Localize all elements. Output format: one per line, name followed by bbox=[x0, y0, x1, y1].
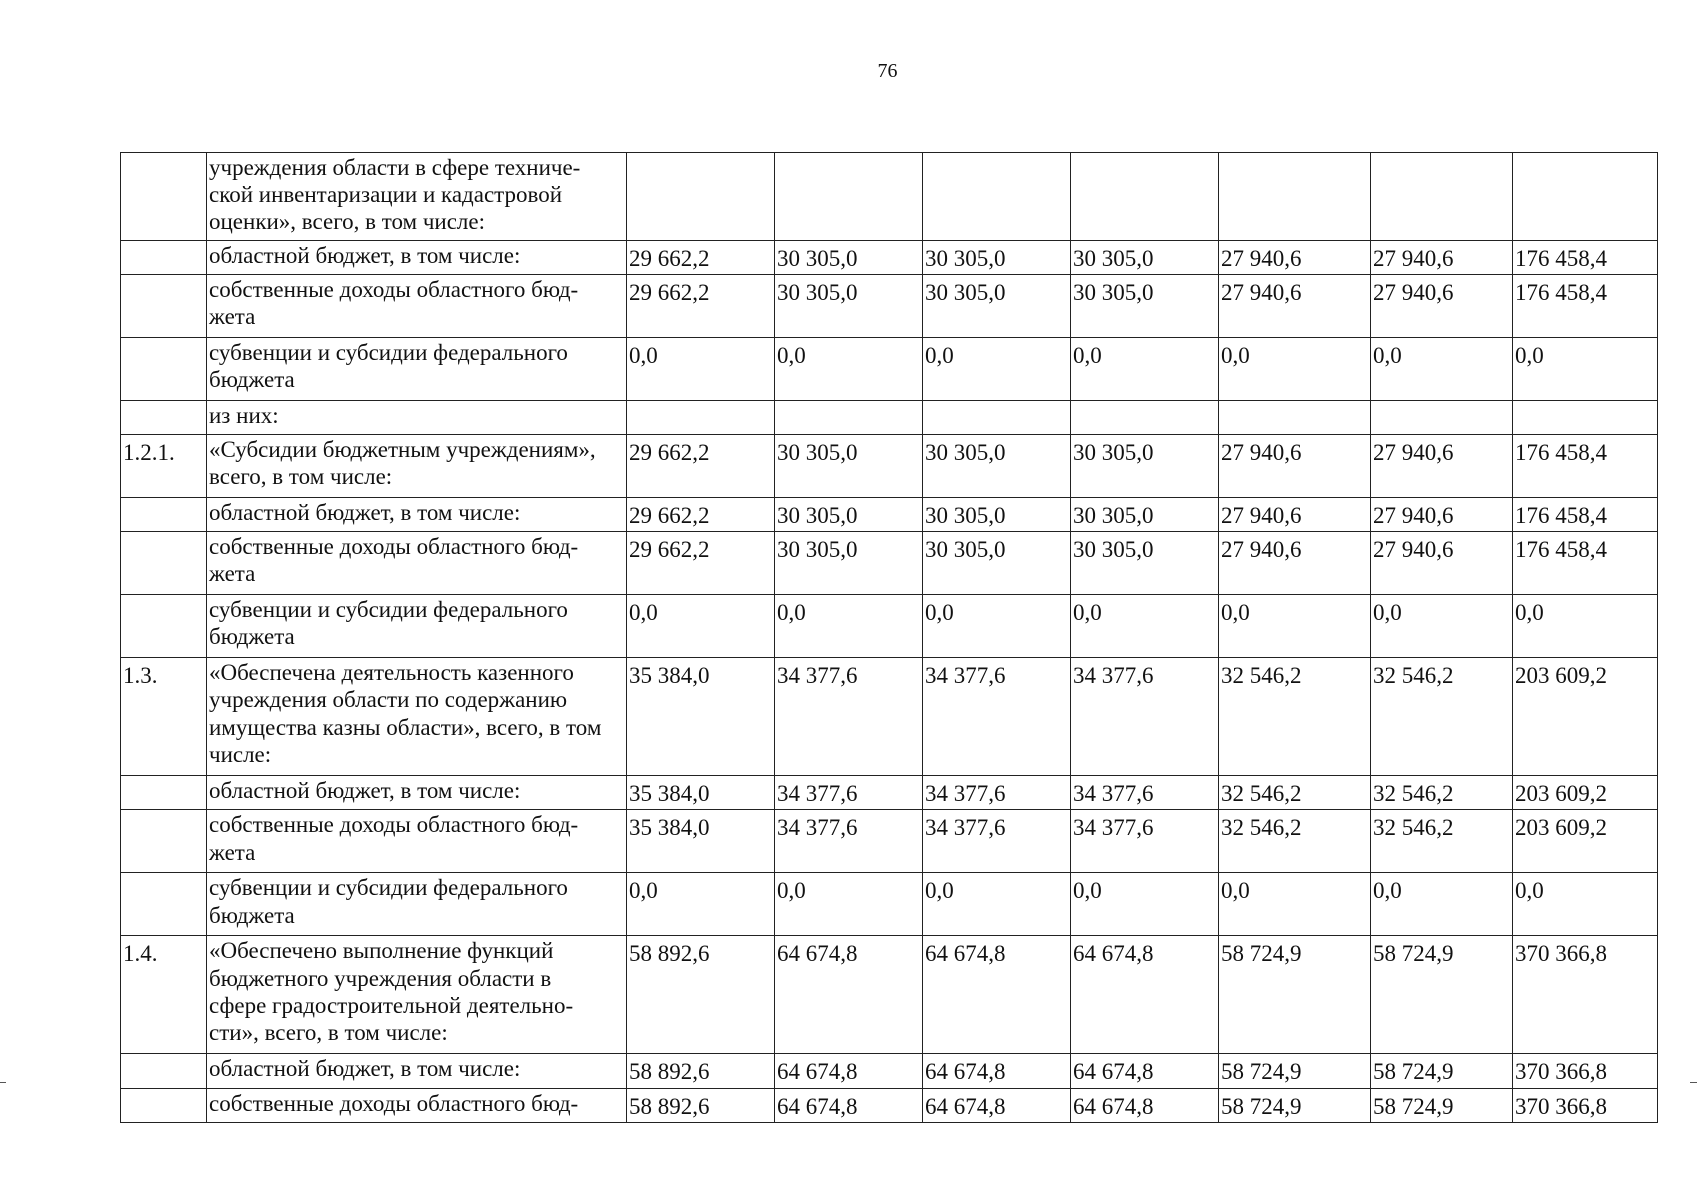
value-cell: 32 546,2 bbox=[1219, 776, 1371, 810]
table-row bbox=[121, 275, 1658, 338]
value-cell: 29 662,2 bbox=[627, 498, 775, 532]
value-cell bbox=[923, 153, 1071, 241]
value-cell: 58 892,6 bbox=[627, 1054, 775, 1088]
value-cell: 176 458,4 bbox=[1513, 241, 1658, 275]
value-cell: 176 458,4 bbox=[1513, 498, 1658, 532]
row-label-cell: областной бюджет, в том числе: bbox=[207, 241, 627, 275]
row-number-cell bbox=[121, 498, 207, 532]
value-cell: 64 674,8 bbox=[923, 936, 1071, 1054]
value-cell: 34 377,6 bbox=[775, 810, 923, 873]
value-cell: 27 940,6 bbox=[1371, 532, 1513, 595]
value-cell: 0,0 bbox=[775, 873, 923, 936]
value-cell: 176 458,4 bbox=[1513, 435, 1658, 498]
value-cell: 58 724,9 bbox=[1371, 936, 1513, 1054]
table-row bbox=[121, 936, 1658, 1054]
value-cell: 34 377,6 bbox=[923, 810, 1071, 873]
value-cell: 30 305,0 bbox=[775, 275, 923, 338]
value-cell: 30 305,0 bbox=[775, 435, 923, 498]
row-number-cell bbox=[121, 810, 207, 873]
value-cell: 30 305,0 bbox=[1071, 435, 1219, 498]
row-number-cell: 1.3. bbox=[121, 658, 207, 776]
value-cell: 0,0 bbox=[627, 873, 775, 936]
table-row bbox=[121, 241, 1658, 275]
value-cell: 370 366,8 bbox=[1513, 936, 1658, 1054]
value-cell: 203 609,2 bbox=[1513, 658, 1658, 776]
value-cell: 176 458,4 bbox=[1513, 532, 1658, 595]
value-cell: 64 674,8 bbox=[775, 936, 923, 1054]
value-cell: 34 377,6 bbox=[775, 658, 923, 776]
table-row bbox=[121, 435, 1658, 498]
value-cell: 0,0 bbox=[627, 595, 775, 658]
value-cell: 27 940,6 bbox=[1219, 532, 1371, 595]
table-row bbox=[121, 658, 1658, 776]
value-cell: 58 724,9 bbox=[1219, 1054, 1371, 1088]
row-label-cell: областной бюджет, в том числе: bbox=[207, 498, 627, 532]
value-cell: 30 305,0 bbox=[1071, 532, 1219, 595]
value-cell: 64 674,8 bbox=[1071, 1088, 1219, 1122]
value-cell: 32 546,2 bbox=[1219, 810, 1371, 873]
value-cell: 27 940,6 bbox=[1219, 275, 1371, 338]
value-cell: 0,0 bbox=[1371, 873, 1513, 936]
table-row bbox=[121, 401, 1658, 435]
value-cell: 64 674,8 bbox=[1071, 1054, 1219, 1088]
value-cell: 32 546,2 bbox=[1371, 776, 1513, 810]
value-cell: 58 892,6 bbox=[627, 936, 775, 1054]
value-cell: 35 384,0 bbox=[627, 776, 775, 810]
value-cell bbox=[1071, 401, 1219, 435]
value-cell: 0,0 bbox=[1071, 873, 1219, 936]
value-cell: 34 377,6 bbox=[775, 776, 923, 810]
value-cell: 34 377,6 bbox=[1071, 658, 1219, 776]
table-row bbox=[121, 532, 1658, 595]
value-cell: 30 305,0 bbox=[775, 241, 923, 275]
value-cell: 32 546,2 bbox=[1371, 658, 1513, 776]
value-cell: 58 724,9 bbox=[1219, 936, 1371, 1054]
row-label-cell: собственные доходы областного бюд- bbox=[207, 1088, 627, 1122]
value-cell bbox=[775, 401, 923, 435]
value-cell: 0,0 bbox=[1513, 873, 1658, 936]
value-cell: 30 305,0 bbox=[1071, 275, 1219, 338]
row-label-cell: субвенции и субсидии федерального бюджета bbox=[207, 873, 627, 936]
row-number-cell bbox=[121, 153, 207, 241]
value-cell bbox=[1371, 401, 1513, 435]
value-cell: 29 662,2 bbox=[627, 435, 775, 498]
value-cell: 0,0 bbox=[923, 595, 1071, 658]
margin-mark-right bbox=[1690, 1082, 1697, 1083]
value-cell bbox=[775, 153, 923, 241]
value-cell bbox=[627, 401, 775, 435]
row-label-cell: «Обеспечена деятельность казенного учреждения области по содержанию имущества казны области», всего, в том числе: bbox=[207, 658, 627, 776]
value-cell: 58 724,9 bbox=[1219, 1088, 1371, 1122]
margin-mark-left bbox=[0, 1082, 6, 1083]
value-cell: 30 305,0 bbox=[923, 532, 1071, 595]
value-cell: 64 674,8 bbox=[923, 1054, 1071, 1088]
table-row bbox=[121, 498, 1658, 532]
value-cell: 30 305,0 bbox=[923, 498, 1071, 532]
value-cell: 30 305,0 bbox=[923, 435, 1071, 498]
value-cell bbox=[1219, 153, 1371, 241]
value-cell: 30 305,0 bbox=[1071, 241, 1219, 275]
value-cell: 0,0 bbox=[775, 595, 923, 658]
row-number-cell bbox=[121, 1088, 207, 1122]
value-cell: 203 609,2 bbox=[1513, 810, 1658, 873]
value-cell: 30 305,0 bbox=[775, 498, 923, 532]
row-number-cell bbox=[121, 532, 207, 595]
value-cell: 0,0 bbox=[1071, 338, 1219, 401]
value-cell bbox=[923, 401, 1071, 435]
value-cell: 29 662,2 bbox=[627, 532, 775, 595]
value-cell: 29 662,2 bbox=[627, 275, 775, 338]
table-row bbox=[121, 1088, 1658, 1122]
value-cell: 0,0 bbox=[1371, 595, 1513, 658]
value-cell: 0,0 bbox=[627, 338, 775, 401]
row-label-cell: учреждения области в сфере техниче- ской инвентаризации и кадастровой оценки», всего, в том числе: bbox=[207, 153, 627, 241]
row-label-cell: собственные доходы областного бюд- жета bbox=[207, 810, 627, 873]
value-cell bbox=[1513, 153, 1658, 241]
value-cell: 370 366,8 bbox=[1513, 1088, 1658, 1122]
value-cell: 34 377,6 bbox=[923, 658, 1071, 776]
row-label-cell: собственные доходы областного бюд- жета bbox=[207, 275, 627, 338]
value-cell: 34 377,6 bbox=[923, 776, 1071, 810]
value-cell: 27 940,6 bbox=[1219, 498, 1371, 532]
value-cell: 64 674,8 bbox=[1071, 936, 1219, 1054]
row-label-cell: собственные доходы областного бюд- жета bbox=[207, 532, 627, 595]
value-cell: 35 384,0 bbox=[627, 658, 775, 776]
table-row bbox=[121, 776, 1658, 810]
row-label-cell: областной бюджет, в том числе: bbox=[207, 1054, 627, 1088]
value-cell: 29 662,2 bbox=[627, 241, 775, 275]
value-cell: 0,0 bbox=[1219, 338, 1371, 401]
row-label-cell: областной бюджет, в том числе: bbox=[207, 776, 627, 810]
value-cell bbox=[627, 153, 775, 241]
value-cell bbox=[1071, 153, 1219, 241]
row-number-cell bbox=[121, 1054, 207, 1088]
table-row bbox=[121, 595, 1658, 658]
row-number-cell bbox=[121, 241, 207, 275]
value-cell: 27 940,6 bbox=[1371, 275, 1513, 338]
value-cell: 27 940,6 bbox=[1219, 435, 1371, 498]
value-cell: 0,0 bbox=[1219, 595, 1371, 658]
value-cell: 32 546,2 bbox=[1371, 810, 1513, 873]
value-cell: 27 940,6 bbox=[1219, 241, 1371, 275]
value-cell: 30 305,0 bbox=[923, 275, 1071, 338]
value-cell: 34 377,6 bbox=[1071, 776, 1219, 810]
value-cell: 0,0 bbox=[1371, 338, 1513, 401]
value-cell: 0,0 bbox=[923, 873, 1071, 936]
table-row bbox=[121, 810, 1658, 873]
row-number-cell bbox=[121, 873, 207, 936]
value-cell: 35 384,0 bbox=[627, 810, 775, 873]
value-cell: 0,0 bbox=[775, 338, 923, 401]
row-label-cell: субвенции и субсидии федерального бюджета bbox=[207, 595, 627, 658]
value-cell: 27 940,6 bbox=[1371, 498, 1513, 532]
budget-table bbox=[120, 152, 1658, 1123]
value-cell: 370 366,8 bbox=[1513, 1054, 1658, 1088]
row-label-cell: «Субсидии бюджетным учреждениям», всего, в том числе: bbox=[207, 435, 627, 498]
table-row bbox=[121, 1054, 1658, 1088]
value-cell: 58 892,6 bbox=[627, 1088, 775, 1122]
value-cell: 32 546,2 bbox=[1219, 658, 1371, 776]
value-cell: 27 940,6 bbox=[1371, 435, 1513, 498]
page-number: 76 bbox=[877, 60, 898, 82]
value-cell: 30 305,0 bbox=[923, 241, 1071, 275]
row-number-cell bbox=[121, 275, 207, 338]
row-number-cell bbox=[121, 776, 207, 810]
value-cell: 58 724,9 bbox=[1371, 1054, 1513, 1088]
row-number-cell bbox=[121, 401, 207, 435]
row-number-cell: 1.2.1. bbox=[121, 435, 207, 498]
value-cell: 0,0 bbox=[923, 338, 1071, 401]
row-label-cell: из них: bbox=[207, 401, 627, 435]
row-label-cell: «Обеспечено выполнение функций бюджетного учреждения области в сфере градостроительной деятельно- сти», всего, в том числе: bbox=[207, 936, 627, 1054]
row-number-cell bbox=[121, 595, 207, 658]
row-label-cell: субвенции и субсидии федерального бюджета bbox=[207, 338, 627, 401]
value-cell: 64 674,8 bbox=[923, 1088, 1071, 1122]
value-cell: 30 305,0 bbox=[1071, 498, 1219, 532]
value-cell: 0,0 bbox=[1071, 595, 1219, 658]
table-row bbox=[121, 338, 1658, 401]
table-row bbox=[121, 153, 1658, 241]
value-cell: 176 458,4 bbox=[1513, 275, 1658, 338]
table-row bbox=[121, 873, 1658, 936]
value-cell: 0,0 bbox=[1513, 338, 1658, 401]
value-cell: 203 609,2 bbox=[1513, 776, 1658, 810]
value-cell: 30 305,0 bbox=[775, 532, 923, 595]
value-cell: 34 377,6 bbox=[1071, 810, 1219, 873]
value-cell: 27 940,6 bbox=[1371, 241, 1513, 275]
value-cell bbox=[1219, 401, 1371, 435]
table-body bbox=[121, 153, 1658, 1123]
row-number-cell: 1.4. bbox=[121, 936, 207, 1054]
value-cell: 0,0 bbox=[1219, 873, 1371, 936]
row-number-cell bbox=[121, 338, 207, 401]
value-cell bbox=[1513, 401, 1658, 435]
value-cell: 0,0 bbox=[1513, 595, 1658, 658]
value-cell: 58 724,9 bbox=[1371, 1088, 1513, 1122]
value-cell: 64 674,8 bbox=[775, 1054, 923, 1088]
value-cell bbox=[1371, 153, 1513, 241]
value-cell: 64 674,8 bbox=[775, 1088, 923, 1122]
